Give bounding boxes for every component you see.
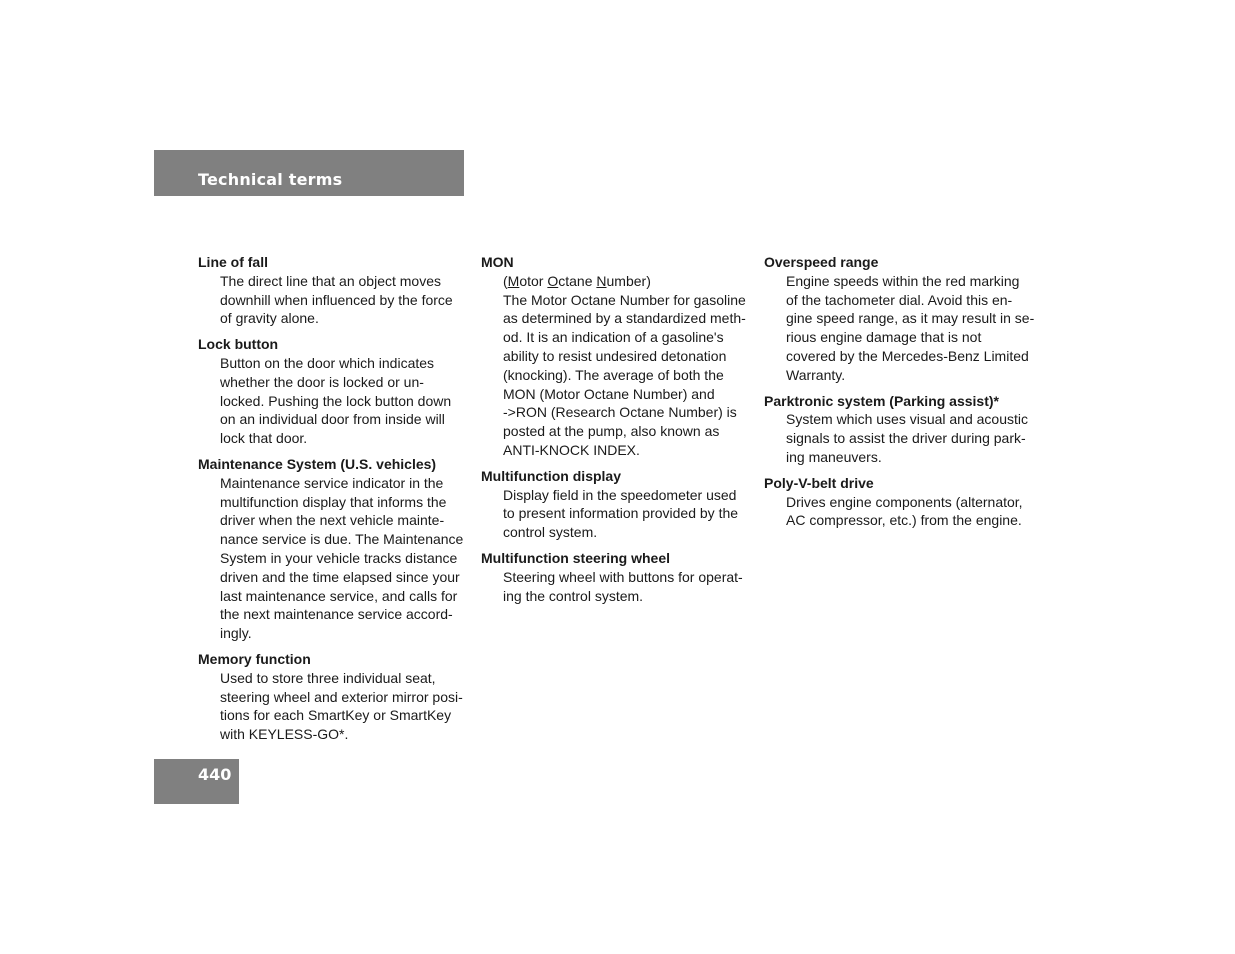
definition-line: on an individual door from inside will — [220, 411, 445, 428]
definition-line: Warranty. — [786, 366, 846, 383]
page-number-box — [154, 759, 239, 804]
term-definition — [220, 272, 470, 328]
definition-line: lock that door. — [220, 430, 308, 447]
expansion-text: ctane — [558, 272, 597, 289]
term-definition — [220, 354, 470, 448]
definition-line: MON (Motor Octane Number) and — [503, 385, 715, 402]
glossary-entry-multifunction-display — [481, 467, 753, 542]
definition-line: The Motor Octane Number for gasoline — [503, 291, 746, 308]
definition-line: Maintenance service indicator in the — [220, 474, 444, 491]
glossary-entry-overspeed-range — [764, 253, 1036, 385]
definition-line: the next maintenance service accord- — [220, 606, 453, 623]
term-heading: Memory function — [198, 650, 311, 667]
definition-line: rious engine damage that is not — [786, 329, 982, 346]
definition-line: ingly. — [220, 625, 252, 642]
underlined-letter: N — [596, 272, 607, 289]
definition-line: Steering wheel with buttons for operat- — [503, 568, 743, 585]
glossary-entry-memory-function — [198, 650, 470, 744]
term-definition — [786, 493, 1036, 531]
definition-line: System in your vehicle tracks distance — [220, 549, 458, 566]
definition-line: AC compressor, etc.) from the engine. — [786, 512, 1022, 529]
definition-line: ing the control system. — [503, 587, 644, 604]
definition-line: ANTI-KNOCK INDEX. — [503, 441, 640, 458]
term-definition — [503, 568, 753, 606]
term-definition — [786, 410, 1036, 466]
definition-line: with KEYLESS-GO*. — [220, 726, 349, 743]
page-number: 440 — [198, 765, 232, 784]
definition-line: The direct line that an object moves — [220, 272, 442, 289]
definition-line: ->RON (Research Octane Number) is — [503, 404, 737, 421]
underlined-letter: M — [507, 272, 520, 289]
term-heading: Lock button — [198, 336, 279, 353]
glossary-entry-multifunction-steering-wheel — [481, 549, 753, 605]
definition-line: driver when the next vehicle mainte- — [220, 512, 445, 529]
section-header — [154, 150, 464, 196]
definition-line: Display field in the speedometer used — [503, 486, 737, 503]
paren-text: ( — [503, 272, 508, 289]
definition-line: Engine speeds within the red marking — [786, 272, 1020, 289]
expansion-text: umber) — [606, 272, 651, 289]
definition-line: control system. — [503, 524, 598, 541]
term-definition — [503, 272, 753, 460]
definition-line: posted at the pump, also known as — [503, 423, 720, 440]
glossary-column-3 — [764, 253, 1036, 537]
definition-line: (knocking). The average of both the — [503, 366, 724, 383]
definition-line: downhill when influenced by the force — [220, 291, 453, 308]
definition-line: signals to assist the driver during park- — [786, 430, 1026, 447]
term-definition — [220, 474, 470, 643]
definition-line: of gravity alone. — [220, 310, 319, 327]
definition-line: steering wheel and exterior mirror posi- — [220, 688, 463, 705]
definition-line: whether the door is locked or un- — [220, 373, 424, 390]
definition-line: locked. Pushing the lock button down — [220, 392, 452, 409]
term-heading: Multifunction display — [481, 467, 621, 484]
term-heading: Parktronic system (Parking assist)* — [764, 392, 999, 409]
term-heading: Multifunction steering wheel — [481, 549, 671, 566]
term-definition — [503, 486, 753, 542]
definition-line: ability to resist undesired detonation — [503, 347, 727, 364]
definition-line: Drives engine components (alternator, — [786, 493, 1023, 510]
definition-line: gine speed range, as it may result in se- — [786, 310, 1035, 327]
definition-line: driven and the time elapsed since your — [220, 568, 460, 585]
definition-line: ing maneuvers. — [786, 448, 882, 465]
definition-line: to present information provided by the — [503, 505, 739, 522]
term-heading: Poly-V-belt drive — [764, 474, 874, 491]
term-heading: Maintenance System (U.S. vehicles) — [198, 455, 437, 472]
glossary-column-1 — [198, 253, 470, 751]
term-heading: Overspeed range — [764, 254, 879, 270]
mon-expansion — [503, 272, 753, 291]
glossary-entry-mon — [481, 253, 753, 460]
definition-line: od. It is an indication of a gasoline's — [503, 329, 724, 346]
definition-line: Used to store three individual seat, — [220, 669, 436, 686]
glossary-column-2 — [481, 253, 753, 612]
underlined-letter: O — [547, 272, 559, 289]
definition-line: of the tachometer dial. Avoid this en- — [786, 291, 1013, 308]
definition-line: System which uses visual and acoustic — [786, 411, 1028, 428]
definition-line: as determined by a standardized meth- — [503, 310, 746, 327]
glossary-entry-maintenance-system — [198, 455, 470, 643]
term-heading: MON — [481, 254, 514, 270]
glossary-entry-poly-v-belt-drive — [764, 474, 1036, 530]
glossary-entry-parktronic-system — [764, 392, 1036, 467]
definition-line: multifunction display that informs the — [220, 493, 447, 510]
definition-line: last maintenance service, and calls for — [220, 587, 458, 604]
section-title: Technical terms — [198, 170, 343, 189]
term-definition — [786, 272, 1036, 385]
glossary-entry-lock-button — [198, 335, 470, 448]
definition-line: covered by the Mercedes-Benz Limited — [786, 347, 1029, 364]
definition-line: tions for each SmartKey or SmartKey — [220, 707, 452, 724]
definition-line: Button on the door which indicates — [220, 354, 435, 371]
definition-line: nance service is due. The Maintenance — [220, 531, 464, 548]
glossary-entry-line-of-fall — [198, 253, 470, 328]
expansion-text: otor — [519, 272, 548, 289]
term-heading: Line of fall — [198, 254, 268, 270]
term-definition — [220, 669, 470, 744]
